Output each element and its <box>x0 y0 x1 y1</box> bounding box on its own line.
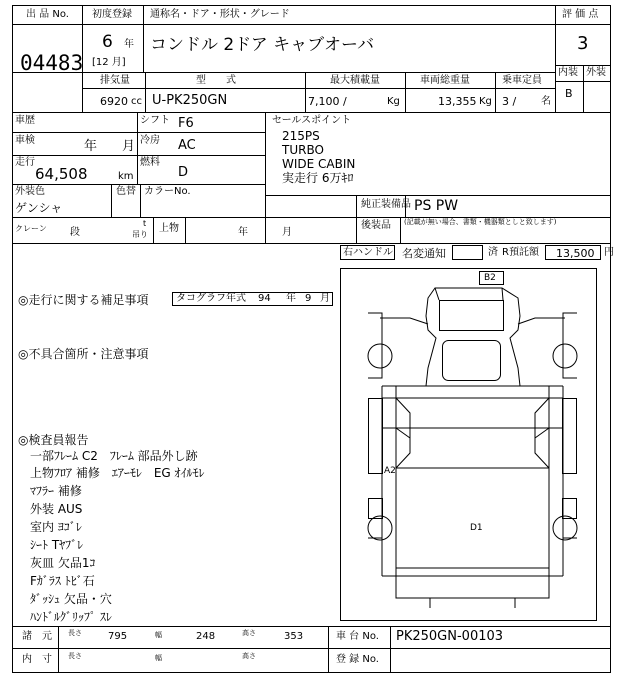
displacement-value: 6920 <box>100 95 128 108</box>
max-load-label: 最大積載量 <box>330 75 380 86</box>
color-no-label: カラーNo. <box>144 186 191 197</box>
crane-suspension-unit: 吊り <box>132 230 148 239</box>
inspector-report-line: 一部ﾌﾚｰﾑ C2 ﾌﾚｰﾑ 部品外し跡 <box>30 449 198 463</box>
tachograph-month: 9 <box>305 293 312 304</box>
inspector-report-line: ﾊﾝﾄﾞﾙｸﾞﾘｯﾌﾟ ｽﾚ <box>30 610 112 624</box>
inner-width-label: 幅 <box>155 654 162 662</box>
exterior-label: 外装 <box>586 67 606 78</box>
interior-label: 内装 <box>558 67 578 78</box>
crane-stage-unit: 段 <box>70 227 80 238</box>
mileage-unit: km <box>118 171 134 182</box>
inspector-report-line: Fｶﾞﾗｽ ﾄﾋﾞ石 <box>30 574 95 588</box>
gvw-unit: Kg <box>479 96 492 107</box>
lot-no-label: 出 品 No. <box>26 9 69 20</box>
name-change-label: 名変通知 <box>402 247 446 260</box>
ac-value: AC <box>178 138 196 153</box>
inspector-report-line: ﾀﾞｯｼｭ 欠品・穴 <box>30 592 112 606</box>
genuine-equipment-label: 純正装備品 <box>361 199 411 210</box>
inner-height-label: 高さ <box>242 652 256 660</box>
vehicle-label: 通称名・ドア・形状・グレード <box>150 9 290 20</box>
lot-no: 04483 <box>20 51 84 75</box>
recycle-unit: 円 <box>604 247 614 258</box>
upper-month-unit: 月 <box>282 227 292 238</box>
capacity-label: 乗車定員 <box>502 75 542 86</box>
name-change-check: 済 <box>488 247 498 258</box>
grade-label: 評 価 点 <box>562 9 599 20</box>
fuel-label: 燃料 <box>140 157 160 168</box>
crane-label: クレーン <box>15 224 47 233</box>
inner-length-label: 長さ <box>68 652 82 660</box>
model-value: U-PK250GN <box>152 93 228 108</box>
first-reg-year-unit: 年 <box>124 39 134 50</box>
shift-label: シフト <box>140 115 170 126</box>
chassis-label: 車 台 No. <box>336 631 379 642</box>
max-load-unit: Kg <box>387 96 400 107</box>
tachograph-label: タコグラフ年式 <box>176 293 246 304</box>
gvw-value: 13,355 <box>438 95 477 108</box>
displacement-label: 排気量 <box>100 75 130 86</box>
inspector-report-line: ﾏﾌﾗｰ 補修 <box>30 484 82 498</box>
aftermarket-label: 後装品 <box>361 220 391 231</box>
recycle-value: 13,500 <box>556 247 595 260</box>
diagram-label-d1: D1 <box>470 523 483 533</box>
height-value: 353 <box>284 631 304 642</box>
ac-label: 冷房 <box>140 135 160 146</box>
shift-value: F6 <box>178 116 194 131</box>
inspection-label: 車検 <box>15 135 35 146</box>
inspector-report-line: 上物ﾌﾛｱ 補修 ｴｱｰﾓﾚ EG ｵｲﾙﾓﾚ <box>30 466 205 480</box>
sales-points-label: セールスポイント <box>272 115 352 126</box>
upper-body-label: 上物 <box>159 223 179 234</box>
inspector-report-line: 灰皿 欠品1ｺ <box>30 556 96 570</box>
first-reg-month: [12 月] <box>92 57 126 68</box>
sales-point-line: WIDE CABIN <box>282 157 356 171</box>
genuine-equipment-value: PS PW <box>414 198 459 214</box>
width-value: 248 <box>196 631 216 642</box>
vehicle-name: コンドル 2ドア キャブオーバ <box>150 35 375 55</box>
tachograph-year: 94 <box>258 293 271 304</box>
sales-point-line: 215PS <box>282 129 320 143</box>
crane-t-unit: t <box>143 219 147 228</box>
defect-notes-header: ◎不具合箇所・注意事項 <box>18 347 149 361</box>
interior-grade: B <box>565 87 573 100</box>
recycle-label: R預託額 <box>502 247 539 258</box>
displacement-unit: cc <box>131 96 142 107</box>
mileage-label: 走行 <box>15 157 35 168</box>
inspector-report-line: 室内 ﾖｺﾞﾚ <box>30 520 82 534</box>
first-reg-label: 初度登録 <box>92 9 132 20</box>
ext-color-label: 外装色 <box>15 186 45 197</box>
diagram-label-b2: B2 <box>484 273 496 283</box>
inspection-month-unit: 月 <box>122 139 136 154</box>
first-reg-year: 6 <box>102 32 113 52</box>
grade-value: 3 <box>577 33 589 54</box>
tachograph-month-unit: 月 <box>320 293 330 304</box>
aftermarket-note: (記載が無い場合、書類・機器類としと致します) <box>404 218 557 226</box>
mileage-value: 64,508 <box>35 165 88 183</box>
upper-year-unit: 年 <box>238 227 248 238</box>
sales-point-line: TURBO <box>282 143 324 157</box>
driving-notes-header: ◎走行に関する補足事項 <box>18 293 149 307</box>
inspector-report-line: 外装 AUS <box>30 502 83 516</box>
vehicle-diagram <box>340 268 597 621</box>
gvw-label: 車両総重量 <box>420 75 470 86</box>
color-change-label: 色替 <box>116 186 136 197</box>
ext-color-value: ゲンシャ <box>15 201 63 215</box>
sales-point-line: 実走行 6万ｷﾛ <box>282 171 354 185</box>
max-load-value: 7,100 / <box>308 95 347 108</box>
capacity-value: 3 / <box>502 95 517 108</box>
height-label: 高さ <box>242 629 256 637</box>
inner-dimensions-label: 内 寸 <box>22 654 52 665</box>
inspector-report-line: ｼｰﾄ Tﾔﾌﾞﾚ <box>30 538 84 552</box>
history-label: 車歴 <box>15 115 35 126</box>
fuel-value: D <box>178 165 189 180</box>
model-label: 型 式 <box>196 75 236 86</box>
tachograph-year-unit: 年 <box>286 293 296 304</box>
length-label: 長さ <box>68 629 82 637</box>
dimensions-label: 諸 元 <box>22 631 52 642</box>
inspector-report-header: ◎検査員報告 <box>18 433 89 447</box>
inspection-year-unit: 年 <box>84 139 98 154</box>
diagram-label-a2: A2 <box>384 466 396 476</box>
length-value: 795 <box>108 631 128 642</box>
registration-label: 登 録 No. <box>336 654 379 665</box>
chassis-value: PK250GN-00103 <box>396 629 504 644</box>
capacity-unit: 名 <box>541 96 551 107</box>
width-label: 幅 <box>155 631 162 639</box>
rhd-flag: 右ハンドル <box>343 247 393 258</box>
